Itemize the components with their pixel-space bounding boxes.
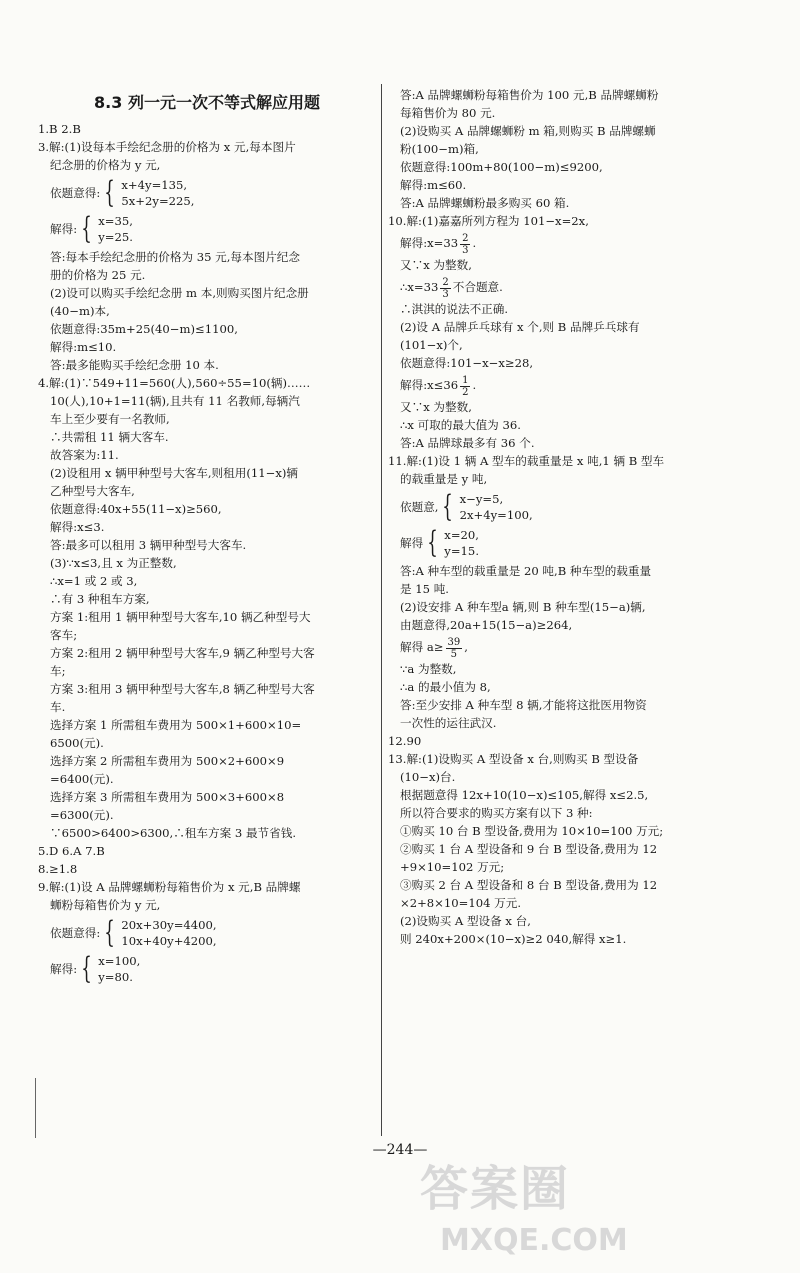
answer-line: (101−x)个, bbox=[400, 338, 463, 352]
numerator: 2 bbox=[442, 276, 449, 288]
answer-line: (2)设租用 x 辆甲种型号大客车,则租用(11−x)辆 bbox=[50, 466, 298, 480]
answer-line: (2)设购买 A 型设备 x 台, bbox=[400, 914, 531, 928]
answer-line: =6300(元). bbox=[50, 808, 114, 822]
answer-line: 册的价格为 25 元. bbox=[50, 268, 146, 282]
fraction bbox=[446, 637, 463, 660]
answer-line: ①购买 10 台 B 型设备,费用为 10×10=100 万元; bbox=[400, 824, 664, 838]
answer-line: 解得:m≤60. bbox=[400, 178, 467, 192]
answer-line: 11.解:(1)设 1 辆 A 型车的载重量是 x 吨,1 辆 B 型车 bbox=[388, 454, 665, 468]
answer-line: ②购买 1 台 A 型设备和 9 台 B 型设备,费用为 12 bbox=[400, 842, 658, 856]
question-9-continued bbox=[388, 86, 734, 212]
text-segment: . bbox=[472, 378, 477, 392]
answer-line: 10(人),10+1=11(辆),且共有 11 名教师,每辆汽 bbox=[50, 394, 300, 408]
equation: 5x+2y=225, bbox=[121, 194, 195, 208]
system-label: 解得: bbox=[50, 222, 78, 236]
question-10 bbox=[388, 212, 734, 452]
answer-line: 选择方案 3 所需租车费用为 500×3+600×8 bbox=[50, 790, 285, 804]
answer-line: 纪念册的价格为 y 元, bbox=[50, 158, 161, 172]
answer-line: ∴a 的最小值为 8, bbox=[400, 680, 491, 694]
brace-icon: { bbox=[81, 951, 92, 986]
answer-line: 解得:x≤3. bbox=[50, 520, 105, 534]
answer-line: 一次性的运往武汉. bbox=[400, 716, 497, 730]
answer-line: 故答案为:11. bbox=[50, 448, 119, 462]
denominator: 2 bbox=[462, 386, 469, 398]
answer-line bbox=[388, 274, 734, 300]
equation: x=35, bbox=[98, 214, 133, 228]
question-3 bbox=[38, 138, 376, 374]
text-segment: . bbox=[472, 236, 477, 250]
fraction bbox=[460, 375, 470, 398]
answer-line: 客车; bbox=[50, 628, 78, 642]
answer-line: 方案 3:租用 3 辆甲种型号大客车,8 辆乙种型号大客 bbox=[50, 682, 315, 696]
answer-line: (2)设 A 品牌乒乓球有 x 个,则 B 品牌乒乓球有 bbox=[400, 320, 640, 334]
answer-line: 的载重量是 y 吨, bbox=[400, 472, 488, 486]
system-label: 解得: bbox=[50, 962, 78, 976]
answer-line: 每箱售价为 80 元. bbox=[400, 106, 496, 120]
answer-line: 乙种型号大客车, bbox=[50, 484, 135, 498]
answer-line: 解得:m≤10. bbox=[50, 340, 117, 354]
answer-line: 依题意得:40x+55(11−x)≥560, bbox=[50, 502, 222, 516]
answer-line: 答:至少安排 A 种车型 8 辆,才能将这批医用物资 bbox=[400, 698, 647, 712]
equation: x=20, bbox=[444, 528, 479, 542]
answer-line: 所以符合要求的购买方案有以下 3 种: bbox=[400, 806, 593, 820]
answer-line: 4.解:(1)∵549+11=560(人),560÷55=10(辆)…… bbox=[38, 376, 311, 390]
answer-line: 5.D 6.A 7.B bbox=[38, 844, 105, 858]
answer-line: ∵6500>6400>6300,∴租车方案 3 最节省钱. bbox=[50, 826, 296, 840]
answer-line: ∴x 可取的最大值为 36. bbox=[400, 418, 521, 432]
answer-line: 13.解:(1)设购买 A 型设备 x 台,则购买 B 型设备 bbox=[388, 752, 639, 766]
answer-line bbox=[388, 230, 734, 256]
answer-line: 依题意得:101−x−x≥28, bbox=[400, 356, 534, 370]
text-segment: 不合题意. bbox=[452, 280, 503, 294]
denominator: 3 bbox=[442, 288, 449, 300]
fraction bbox=[460, 233, 470, 256]
answer-line: (2)设购买 A 品牌螺蛳粉 m 箱,则购买 B 品牌螺蛳 bbox=[400, 124, 656, 138]
watermark-url: MXQE.COM bbox=[440, 1223, 628, 1258]
answer-line: (3)∵x≤3,且 x 为正整数, bbox=[50, 556, 177, 570]
answer-line: +9×10=102 万元; bbox=[400, 860, 505, 874]
answer-line: 依题意得:35m+25(40−m)≤1100, bbox=[50, 322, 238, 336]
answer-line: 6500(元). bbox=[50, 736, 104, 750]
answer-line: 3.解:(1)设每本手绘纪念册的价格为 x 元,每本图片 bbox=[38, 140, 296, 154]
answer-line: =6400(元). bbox=[50, 772, 114, 786]
equation-system bbox=[38, 916, 376, 950]
equation: 10x+40y+4200, bbox=[121, 934, 217, 948]
brace-icon: { bbox=[81, 211, 92, 246]
answer-line: (2)设安排 A 种车型a 辆,则 B 种车型(15−a)辆, bbox=[400, 600, 646, 614]
answer-line: 答:A 品牌螺蛳粉最多购买 60 箱. bbox=[400, 196, 570, 210]
answer-line: ∴共需租 11 辆大客车. bbox=[50, 430, 169, 444]
text-segment: , bbox=[464, 640, 468, 654]
equation-system bbox=[388, 490, 734, 524]
answer-line bbox=[388, 372, 734, 398]
answer-line: 答:最多可以租用 3 辆甲种型号大客车. bbox=[50, 538, 247, 552]
answer-line: (2)设可以购买手绘纪念册 m 本,则购买图片纪念册 bbox=[50, 286, 309, 300]
numerator: 2 bbox=[462, 232, 469, 244]
answer-line: ③购买 2 台 A 型设备和 8 台 B 型设备,费用为 12 bbox=[400, 878, 658, 892]
equation-system bbox=[38, 952, 376, 986]
answer-line: 方案 2:租用 2 辆甲种型号大客车,9 辆乙种型号大客 bbox=[50, 646, 315, 660]
answer-line bbox=[388, 634, 734, 660]
answer-line: (40−m)本, bbox=[50, 304, 110, 318]
equation: x−y=5, bbox=[459, 492, 504, 506]
question-13 bbox=[388, 750, 734, 948]
equation: y=80. bbox=[98, 970, 133, 984]
equation: 20x+30y=4400, bbox=[121, 918, 217, 932]
answer-line: 粉(100−m)箱, bbox=[400, 142, 479, 156]
numerator: 39 bbox=[447, 636, 461, 648]
right-column bbox=[388, 86, 734, 948]
text-segment: ∴x=33 bbox=[400, 280, 439, 294]
equation-system bbox=[388, 526, 734, 560]
system-label: 依题意得: bbox=[50, 186, 101, 200]
answer-line: ∴有 3 种租车方案, bbox=[50, 592, 150, 606]
answer-line: 答:最多能购买手绘纪念册 10 本. bbox=[50, 358, 219, 372]
answer-line: 方案 1:租用 1 辆甲种型号大客车,10 辆乙种型号大 bbox=[50, 610, 311, 624]
left-column bbox=[38, 86, 376, 988]
answer-line: 又∵x 为整数, bbox=[400, 400, 472, 414]
answer-line: 选择方案 1 所需租车费用为 500×1+600×10= bbox=[50, 718, 302, 732]
equation: x+4y=135, bbox=[121, 178, 188, 192]
text-segment: 解得:x≤36 bbox=[400, 378, 459, 392]
answer-line: ∵a 为整数, bbox=[400, 662, 457, 676]
text-segment: 解得 a≥ bbox=[400, 640, 444, 654]
answer-line: 车; bbox=[50, 664, 66, 678]
equation-system bbox=[38, 212, 376, 246]
answer-line: 车上至少要有一名教师, bbox=[50, 412, 170, 426]
answer-line: 10.解:(1)嘉嘉所列方程为 101−x=2x, bbox=[388, 214, 589, 228]
brace-icon: { bbox=[442, 489, 454, 524]
watermark-logo: 答案圈 bbox=[420, 1161, 571, 1217]
section-title: 8.3 列一元一次不等式解应用题 bbox=[94, 93, 320, 112]
answer-line: 由题意得,20a+15(15−a)≥264, bbox=[400, 618, 573, 632]
answer-line: ∴淇淇的说法不正确. bbox=[400, 302, 509, 316]
system-label: 解得 bbox=[400, 536, 424, 550]
denominator: 3 bbox=[462, 244, 469, 256]
answer-line: 12.90 bbox=[388, 734, 422, 748]
question-9 bbox=[38, 878, 376, 986]
system-label: 依题意得: bbox=[50, 926, 101, 940]
column-divider bbox=[381, 84, 382, 1136]
answer-line: 根据题意得 12x+10(10−x)≤105,解得 x≤2.5, bbox=[400, 788, 649, 802]
answer-line: ∴x=1 或 2 或 3, bbox=[50, 574, 138, 588]
answer-line: 又∵x 为整数, bbox=[400, 258, 472, 272]
fraction bbox=[440, 277, 450, 300]
brace-icon: { bbox=[427, 525, 439, 560]
equation: y=25. bbox=[98, 230, 133, 244]
answer-line: 答:A 品牌球最多有 36 个. bbox=[400, 436, 535, 450]
system-label: 依题意, bbox=[400, 500, 439, 514]
equation: y=15. bbox=[444, 544, 479, 558]
left-margin-line bbox=[35, 1078, 36, 1138]
answer-line: (10−x)台. bbox=[400, 770, 456, 784]
answer-line: 蛳粉每箱售价为 y 元, bbox=[50, 898, 161, 912]
brace-icon: { bbox=[104, 915, 116, 950]
answer-line: 是 15 吨. bbox=[400, 582, 449, 596]
answer-line: 车. bbox=[50, 700, 66, 714]
question-11 bbox=[388, 452, 734, 732]
answer-line: 1.B 2.B bbox=[38, 122, 81, 136]
equation-system bbox=[38, 176, 376, 210]
answer-line: ×2+8×10=104 万元. bbox=[400, 896, 522, 910]
answer-line: 8.≥1.8 bbox=[38, 862, 78, 876]
question-4 bbox=[38, 374, 376, 842]
answer-line: 依题意得:100m+80(100−m)≤9200, bbox=[400, 160, 603, 174]
equation: 2x+4y=100, bbox=[459, 508, 533, 522]
numerator: 1 bbox=[462, 374, 469, 386]
denominator: 5 bbox=[450, 648, 458, 660]
answer-line: 9.解:(1)设 A 品牌螺蛳粉每箱售价为 x 元,B 品牌螺 bbox=[38, 880, 301, 894]
equation: x=100, bbox=[98, 954, 141, 968]
brace-icon: { bbox=[104, 175, 116, 210]
answer-line: 则 240x+200×(10−x)≥2 040,解得 x≥1. bbox=[400, 932, 627, 946]
answer-line: 答:A 种车型的载重量是 20 吨,B 种车型的载重量 bbox=[400, 564, 652, 578]
text-segment: 解得:x=33 bbox=[400, 236, 459, 250]
answer-line: 选择方案 2 所需租车费用为 500×2+600×9 bbox=[50, 754, 285, 768]
answer-line: 答:每本手绘纪念册的价格为 35 元,每本图片纪念 bbox=[50, 250, 300, 264]
page-number: —244— bbox=[372, 1142, 428, 1158]
answer-line: 答:A 品牌螺蛳粉每箱售价为 100 元,B 品牌螺蛳粉 bbox=[400, 88, 659, 102]
